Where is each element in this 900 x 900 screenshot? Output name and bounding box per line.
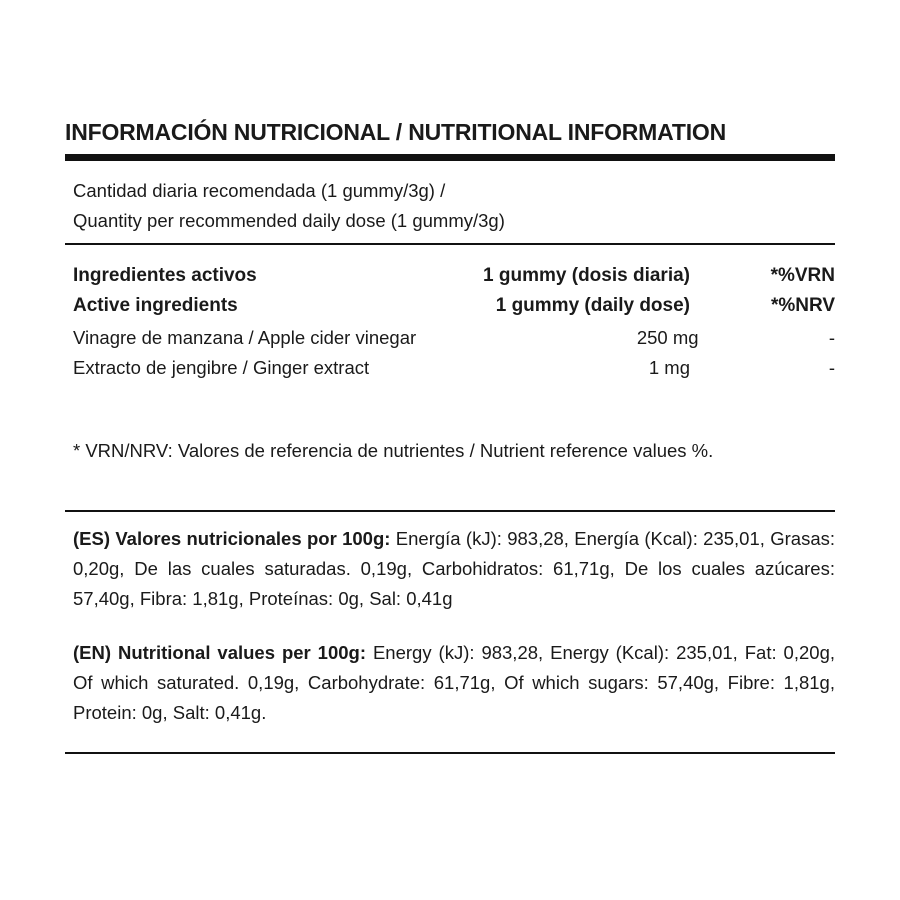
ingredients-table [65, 323, 835, 383]
ingredient-amount: 1 mg [648, 357, 690, 378]
nutrition-label [65, 118, 835, 754]
nutrition-es-label: (ES) Valores nutricionales por 100g: [73, 528, 391, 549]
serving-line-es: Cantidad diaria recomendada (1 gummy/3g) / [73, 180, 446, 201]
header-row-en [65, 291, 835, 321]
ingredient-amount: 250 mg [636, 327, 699, 348]
nutrition-en-label: (EN) Nutritional values per 100g: [73, 642, 367, 663]
nutrition-es-text: Energía (kJ): 983,28, Energía (Kcal): 235,01, Grasas: 0,20g, De las cuales saturadas. 0,19g, Carbohidratos: 61,71g, De los cuales azúcares: 57,40g, Fibra: 1,81g, Proteínas: 0g, Sal: 0,41g [73, 528, 836, 609]
ingredient-name: Vinagre de manzana / Apple cider vinegar [73, 327, 417, 348]
header-dose-es: 1 gummy (dosis diaria) [483, 265, 690, 286]
label-title: INFORMACIÓN NUTRICIONAL / NUTRITIONAL INFORMATION [65, 119, 726, 145]
ingredients-header [65, 261, 835, 321]
nutrition-en-text: Energy (kJ): 983,28, Energy (Kcal): 235,01, Fat: 0,20g, Of which saturated. 0,19g, Carbohydrate: 61,71g, Of which sugars: 57,40g, Fibre: 1,81g, Protein: 0g, Salt: 0,41g. [73, 642, 835, 723]
ingredient-row [65, 323, 835, 353]
nutrition-values-es [65, 524, 835, 614]
ingredient-name: Extracto de jengibre / Ginger extract [73, 357, 370, 378]
bottom-divider [65, 752, 835, 754]
serving-info [65, 161, 835, 243]
serving-divider [65, 243, 835, 245]
nutrition-values-en [65, 638, 835, 728]
footnote-divider [65, 510, 835, 512]
header-ref-en: *%NRV [770, 295, 835, 316]
serving-line-en: Quantity per recommended daily dose (1 gummy/3g) [73, 210, 505, 231]
reference-footnote: * VRN/NRV: Valores de referencia de nutrientes / Nutrient reference values %. [73, 440, 714, 461]
title-divider [65, 154, 835, 161]
ingredient-ref: - [828, 357, 835, 378]
header-name-es: Ingredientes activos [73, 265, 257, 286]
header-row-es [65, 261, 835, 291]
ingredient-row [65, 353, 835, 383]
ingredient-ref: - [828, 327, 835, 348]
header-name-en: Active ingredients [73, 295, 238, 316]
header-ref-es: *%VRN [770, 265, 835, 286]
header-dose-en: 1 gummy (daily dose) [495, 295, 690, 316]
